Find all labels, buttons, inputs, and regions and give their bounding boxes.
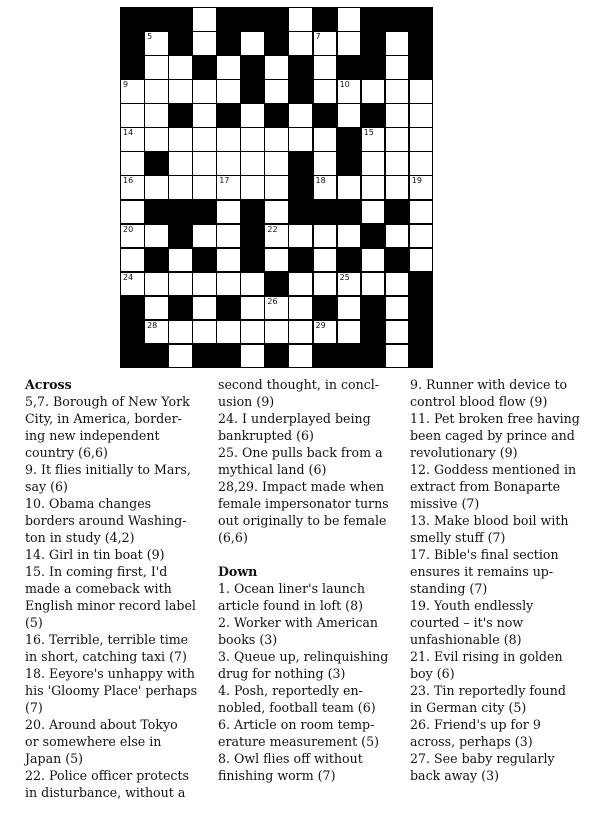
down-column [410, 376, 610, 784]
black-square [144, 151, 169, 176]
grid-cell[interactable] [240, 320, 265, 345]
black-square [192, 55, 217, 80]
spacer [218, 546, 403, 563]
grid-cell[interactable] [168, 344, 193, 369]
black-square [168, 200, 193, 225]
grid-cell[interactable] [264, 79, 289, 104]
down-clue: 8. Owl flies off without finishing worm (7) [218, 751, 363, 783]
black-square [168, 7, 193, 32]
black-square [144, 7, 169, 32]
black-square [120, 320, 145, 345]
black-square [361, 7, 386, 32]
black-square [192, 200, 217, 225]
crossword-grid [120, 7, 481, 368]
black-square [120, 55, 145, 80]
black-square [264, 7, 289, 32]
down-clue: 27. See baby regularly back away (3) [410, 751, 555, 783]
down-clue: 6. Article on room temp- erature measurement (5) [218, 717, 379, 749]
grid-cell[interactable] [385, 127, 410, 152]
black-square [409, 272, 434, 297]
black-square [240, 55, 265, 80]
clue-number: 19 [411, 176, 422, 186]
black-square [361, 296, 386, 321]
grid-cell[interactable] [337, 224, 362, 249]
grid-cell[interactable] [409, 127, 434, 152]
across-clue: 20. Around about Tokyo or somewhere else in Japan (5) [25, 717, 178, 766]
grid-cell[interactable] [313, 175, 338, 200]
down-clue: 1. Ocean liner's launch article found in loft (8) [218, 581, 365, 613]
black-square [240, 200, 265, 225]
grid-cell[interactable] [385, 31, 410, 56]
grid-cell[interactable] [409, 224, 434, 249]
across-column [25, 376, 200, 801]
grid-cell[interactable] [313, 224, 338, 249]
grid-cell[interactable] [313, 320, 338, 345]
down-clue: 21. Evil rising in golden boy (6) [410, 649, 563, 681]
clue-number: 15 [363, 128, 374, 138]
grid-cell[interactable] [409, 200, 434, 225]
grid-cell[interactable] [264, 320, 289, 345]
black-square [385, 248, 410, 273]
grid-cell[interactable] [240, 127, 265, 152]
across-clue: 25. One pulls back from a mythical land (6) [218, 445, 383, 477]
grid-cell[interactable] [192, 224, 217, 249]
grid-cell[interactable] [288, 103, 313, 128]
black-square [288, 55, 313, 80]
grid-cell[interactable] [264, 127, 289, 152]
down-clue: 11. Pet broken free having been caged by prince and revolutionary (9) [410, 411, 580, 460]
grid-cell[interactable] [313, 151, 338, 176]
grid-cell[interactable] [409, 151, 434, 176]
black-square [337, 248, 362, 273]
grid-cell[interactable] [409, 248, 434, 273]
grid-cell[interactable] [144, 224, 169, 249]
black-square [192, 248, 217, 273]
grid-cell[interactable] [240, 31, 265, 56]
black-square [264, 103, 289, 128]
down-clue: 17. Bible's final section ensures it remains up- standing (7) [410, 547, 559, 596]
black-square [361, 224, 386, 249]
black-square [337, 344, 362, 369]
black-square [337, 127, 362, 152]
grid-cell[interactable] [120, 224, 145, 249]
black-square [240, 248, 265, 273]
grid-cell[interactable] [361, 79, 386, 104]
grid-cell[interactable] [192, 31, 217, 56]
grid-cell[interactable] [168, 151, 193, 176]
grid-cell[interactable] [288, 296, 313, 321]
grid-cell[interactable] [313, 272, 338, 297]
clue-number: 17 [219, 176, 230, 186]
black-square [409, 344, 434, 369]
grid-cell[interactable] [288, 127, 313, 152]
grid-cell[interactable] [409, 79, 434, 104]
grid-cell[interactable] [216, 175, 241, 200]
across-heading: Across [25, 377, 72, 392]
black-square [313, 344, 338, 369]
grid-cell[interactable] [168, 79, 193, 104]
clue-number: 10 [339, 80, 350, 90]
clue-number: 14 [123, 128, 134, 138]
grid-cell[interactable] [192, 320, 217, 345]
grid-cell[interactable] [144, 79, 169, 104]
black-square [144, 344, 169, 369]
grid-cell[interactable] [240, 272, 265, 297]
black-square [216, 31, 241, 56]
grid-cell[interactable] [168, 55, 193, 80]
grid-cell[interactable] [120, 127, 145, 152]
grid-cell[interactable] [313, 127, 338, 152]
grid-cell[interactable] [337, 296, 362, 321]
grid-cell[interactable] [144, 31, 169, 56]
clue-number: 26 [267, 296, 278, 306]
clue-number: 29 [315, 320, 326, 330]
grid-cell[interactable] [168, 127, 193, 152]
grid-cell[interactable] [264, 200, 289, 225]
black-square [264, 344, 289, 369]
black-square [337, 151, 362, 176]
down-clue: 23. Tin reportedly found in German city (5) [410, 683, 566, 715]
black-square [192, 344, 217, 369]
grid-cell[interactable] [361, 127, 386, 152]
grid-cell[interactable] [337, 7, 362, 32]
grid-cell[interactable] [216, 151, 241, 176]
black-square [144, 200, 169, 225]
grid-cell[interactable] [264, 248, 289, 273]
grid-cell[interactable] [144, 103, 169, 128]
grid-cell[interactable] [313, 31, 338, 56]
black-square [240, 224, 265, 249]
across-clue: 15. In coming first, I'd made a comeback with English minor record label (5) [25, 564, 196, 630]
grid-cell[interactable] [216, 248, 241, 273]
grid-cell[interactable] [288, 344, 313, 369]
black-square [361, 31, 386, 56]
black-square [409, 320, 434, 345]
black-square [168, 296, 193, 321]
across-clue: 5,7. Borough of New York City, in America, border- ing new independent country (6,6) [25, 394, 190, 460]
clue-number: 9 [123, 80, 129, 90]
down-clue: 26. Friend's up for 9 across, perhaps (3) [410, 717, 541, 749]
grid-cell[interactable] [216, 320, 241, 345]
clue-number: 16 [123, 176, 134, 186]
black-square [409, 55, 434, 80]
across-clue: 10. Obama changes borders around Washing- ton in study (4,2) [25, 496, 187, 545]
grid-cell[interactable] [144, 127, 169, 152]
grid-cell[interactable] [120, 248, 145, 273]
middle-column [218, 376, 403, 784]
grid-cell[interactable] [144, 320, 169, 345]
black-square [313, 7, 338, 32]
black-square [409, 7, 434, 32]
grid-cell[interactable] [264, 224, 289, 249]
grid-cell[interactable] [192, 103, 217, 128]
grid-cell[interactable] [361, 200, 386, 225]
black-square [337, 200, 362, 225]
grid-cell[interactable] [264, 296, 289, 321]
grid-cell[interactable] [264, 55, 289, 80]
grid-cell[interactable] [313, 79, 338, 104]
grid-cell[interactable] [144, 55, 169, 80]
black-square [385, 7, 410, 32]
across-clue: second thought, in concl- usion (9) [218, 377, 380, 409]
grid-cell[interactable] [385, 320, 410, 345]
black-square [120, 31, 145, 56]
black-square [120, 344, 145, 369]
black-square [264, 31, 289, 56]
black-square [168, 224, 193, 249]
black-square [361, 344, 386, 369]
grid-cell[interactable] [240, 151, 265, 176]
clue-number: 24 [123, 272, 134, 282]
across-clue: 18. Eeyore's unhappy with his 'Gloomy Place' perhaps (7) [25, 666, 198, 715]
across-clue: 22. Police officer protects in disturbance, without a [25, 768, 189, 800]
grid-cell[interactable] [216, 200, 241, 225]
grid-cell[interactable] [385, 151, 410, 176]
grid-cell[interactable] [192, 272, 217, 297]
across-clue: 9. It flies initially to Mars, say (6) [25, 462, 191, 494]
clue-number: 20 [123, 224, 134, 234]
clue-number: 25 [339, 272, 350, 282]
black-square [264, 272, 289, 297]
black-square [361, 55, 386, 80]
grid-cell[interactable] [361, 272, 386, 297]
grid-cell[interactable] [385, 55, 410, 80]
black-square [361, 320, 386, 345]
down-clue: 2. Worker with American books (3) [218, 615, 379, 647]
across-clue: 24. I underplayed being bankrupted (6) [218, 411, 371, 443]
black-square [288, 200, 313, 225]
grid-cell[interactable] [240, 175, 265, 200]
grid-cell[interactable] [240, 296, 265, 321]
black-square [240, 79, 265, 104]
grid-cell[interactable] [361, 175, 386, 200]
down-heading: Down [218, 564, 258, 579]
clue-number: 7 [315, 32, 321, 42]
grid-cell[interactable] [264, 151, 289, 176]
grid-cell[interactable] [385, 224, 410, 249]
down-clue: 13. Make blood boil with smelly stuff (7) [410, 513, 569, 545]
down-clue: 9. Runner with device to control blood flow (9) [410, 377, 568, 409]
grid-cell[interactable] [337, 320, 362, 345]
grid-cell[interactable] [192, 151, 217, 176]
grid-cell[interactable] [192, 296, 217, 321]
grid-cell[interactable] [361, 248, 386, 273]
grid-cell[interactable] [409, 175, 434, 200]
grid-cell[interactable] [361, 151, 386, 176]
grid-cell[interactable] [192, 175, 217, 200]
black-square [385, 200, 410, 225]
black-square [168, 31, 193, 56]
grid-cell[interactable] [216, 55, 241, 80]
grid-cell[interactable] [120, 200, 145, 225]
black-square [120, 7, 145, 32]
grid-cell[interactable] [288, 320, 313, 345]
black-square [144, 248, 169, 273]
clue-number: 22 [267, 224, 278, 234]
across-clue: 16. Terrible, terrible time in short, catching taxi (7) [25, 632, 189, 664]
black-square [313, 200, 338, 225]
black-square [216, 344, 241, 369]
grid-cell[interactable] [240, 103, 265, 128]
across-clue: 14. Girl in tin boat (9) [25, 547, 165, 562]
black-square [313, 103, 338, 128]
black-square [361, 103, 386, 128]
black-square [288, 151, 313, 176]
grid-cell[interactable] [144, 296, 169, 321]
black-square [288, 248, 313, 273]
grid-cell[interactable] [120, 79, 145, 104]
grid-cell[interactable] [385, 79, 410, 104]
grid-cell[interactable] [337, 31, 362, 56]
down-clue: 19. Youth endlessly courted – it's now unfashionable (8) [410, 598, 534, 647]
down-clue: 4. Posh, reportedly en- nobled, football team (6) [218, 683, 376, 715]
grid-cell[interactable] [385, 296, 410, 321]
black-square [313, 296, 338, 321]
grid-cell[interactable] [120, 103, 145, 128]
grid-cell[interactable] [168, 320, 193, 345]
black-square [216, 296, 241, 321]
grid-cell[interactable] [385, 175, 410, 200]
grid-cell[interactable] [337, 103, 362, 128]
clue-number: 18 [315, 176, 326, 186]
down-clue: 12. Goddess mentioned in extract from Bonaparte missive (7) [410, 462, 577, 511]
grid-cell[interactable] [192, 7, 217, 32]
grid-cell[interactable] [144, 272, 169, 297]
grid-cell[interactable] [168, 175, 193, 200]
grid-cell[interactable] [168, 248, 193, 273]
black-square [409, 296, 434, 321]
black-square [288, 79, 313, 104]
grid-cell[interactable] [168, 272, 193, 297]
grid-cell[interactable] [385, 272, 410, 297]
grid-cell[interactable] [120, 175, 145, 200]
grid-cell[interactable] [288, 31, 313, 56]
grid-cell[interactable] [216, 79, 241, 104]
clue-number: 5 [147, 32, 153, 42]
black-square [216, 7, 241, 32]
down-clue: 3. Queue up, relinquishing drug for nothing (3) [218, 649, 389, 681]
grid-cell[interactable] [337, 272, 362, 297]
black-square [288, 175, 313, 200]
grid-cell[interactable] [120, 151, 145, 176]
grid-cell[interactable] [216, 272, 241, 297]
clue-number: 28 [147, 320, 158, 330]
black-square [240, 7, 265, 32]
black-square [168, 103, 193, 128]
grid-cell[interactable] [192, 127, 217, 152]
grid-cell[interactable] [288, 224, 313, 249]
grid-cell[interactable] [216, 224, 241, 249]
grid-cell[interactable] [216, 127, 241, 152]
grid-cell[interactable] [337, 175, 362, 200]
grid-cell[interactable] [337, 79, 362, 104]
grid-cell[interactable] [192, 79, 217, 104]
across-clue: 28,29. Impact made when female impersonator turns out originally to be female (6,6) [218, 479, 389, 545]
grid-cell[interactable] [288, 7, 313, 32]
grid-cell[interactable] [409, 103, 434, 128]
grid-cell[interactable] [385, 103, 410, 128]
black-square [216, 103, 241, 128]
grid-cell[interactable] [144, 175, 169, 200]
grid-cell[interactable] [264, 175, 289, 200]
grid-cell[interactable] [240, 344, 265, 369]
grid-cell[interactable] [288, 272, 313, 297]
grid-cell[interactable] [313, 248, 338, 273]
black-square [120, 296, 145, 321]
black-square [337, 55, 362, 80]
black-square [409, 31, 434, 56]
grid-cell[interactable] [385, 344, 410, 369]
grid-cell[interactable] [120, 272, 145, 297]
grid-cell[interactable] [313, 55, 338, 80]
